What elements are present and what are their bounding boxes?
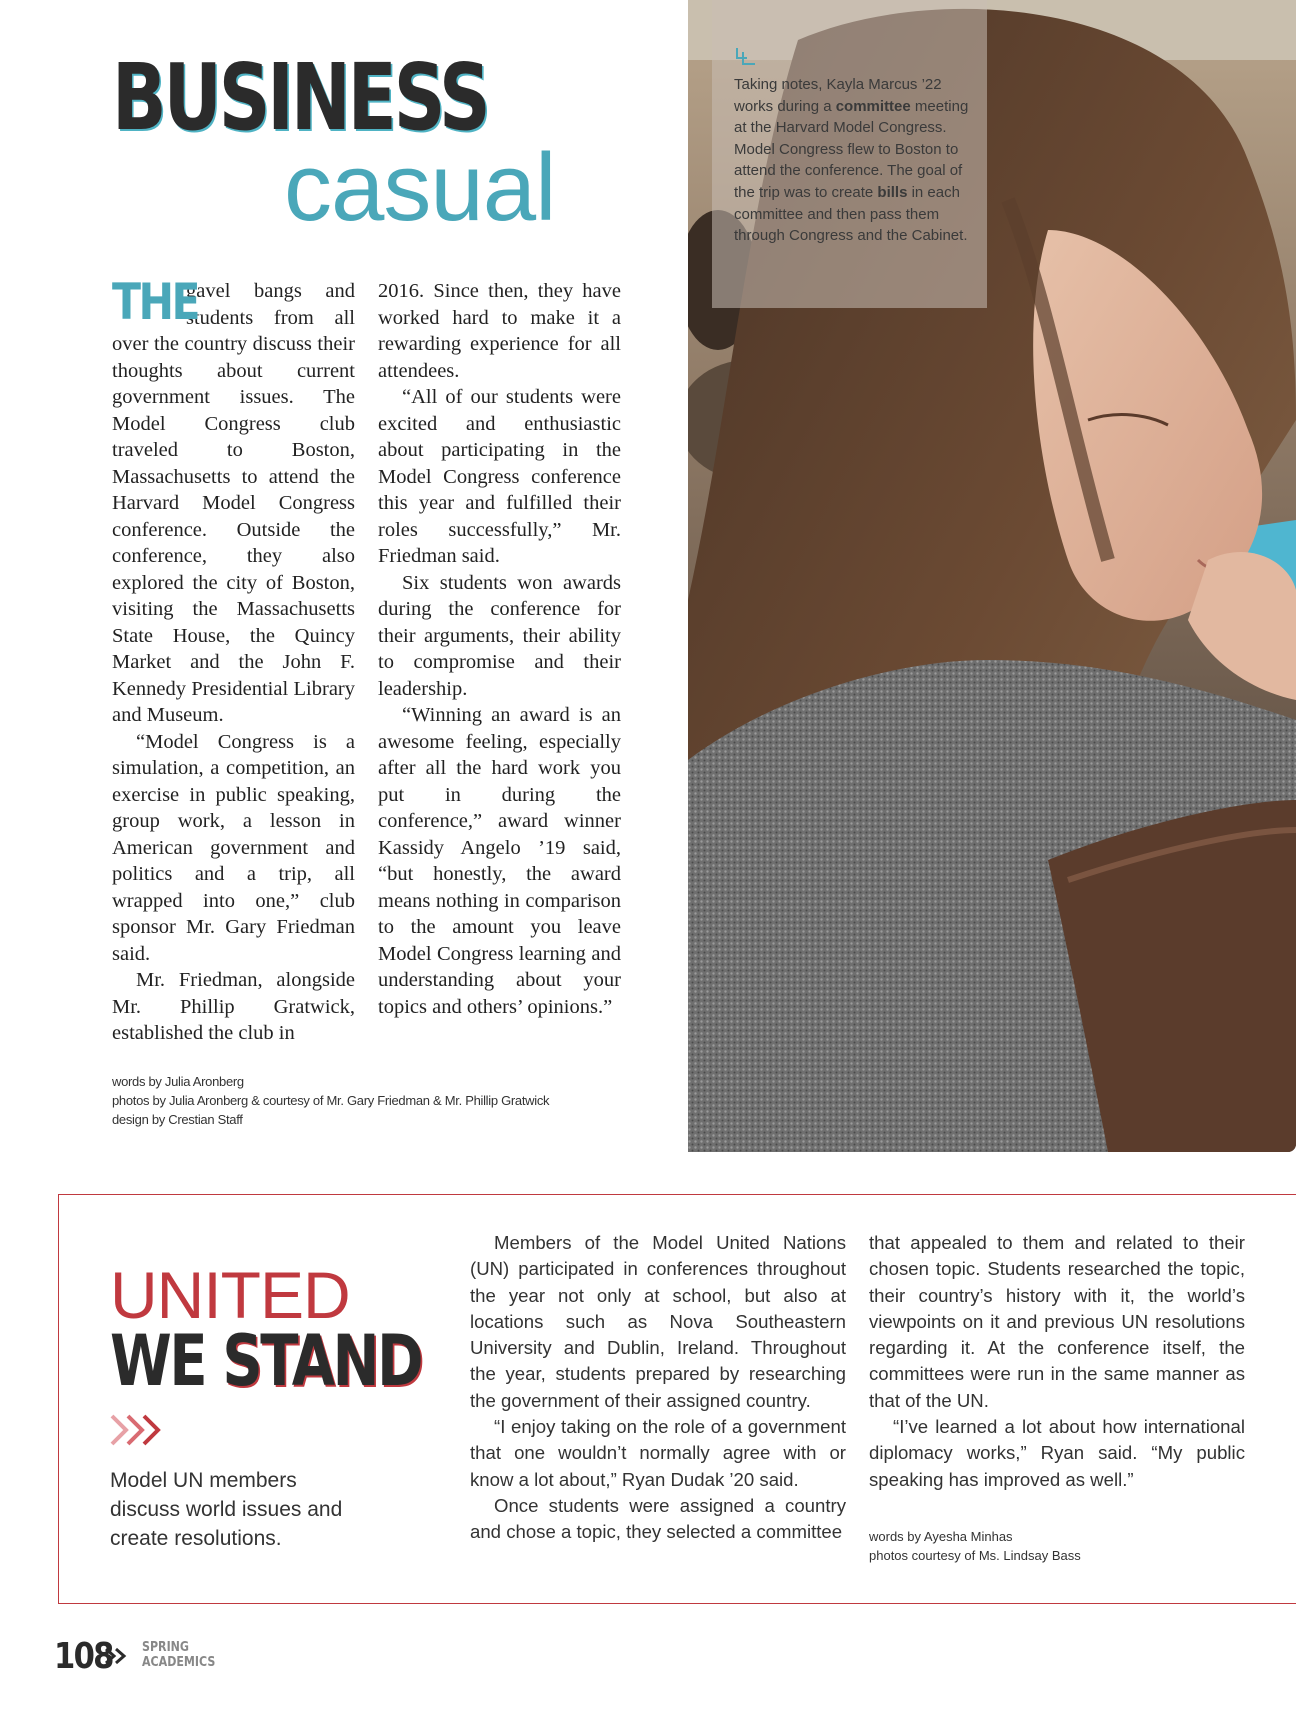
title-business: BUSINESS bbox=[112, 44, 488, 151]
un-title-stand: STAND bbox=[222, 1320, 422, 1402]
un-subtitle: Model UN members discuss world issues and create resolutions. bbox=[110, 1469, 343, 1550]
photo-caption bbox=[734, 74, 974, 247]
un-column-1 bbox=[470, 1230, 846, 1546]
article-paragraph: “Model Congress is a simulation, a competition, an exercise in public speaking, group work, a lesson in American government and politics and a trip, all wrapped into one,” club sponsor Mr. Gary Friedman said. bbox=[112, 730, 355, 965]
chevrons-icon bbox=[104, 1646, 138, 1666]
article-paragraph: “I enjoy taking on the role of a government that one wouldn’t normally agree with or know a lot about,” Ryan Dudak ’20 said. bbox=[470, 1416, 846, 1490]
article-paragraph bbox=[112, 273, 355, 729]
un-title-line-2 bbox=[110, 1320, 422, 1402]
article-paragraph: “All of our students were excited and enthusiastic about participating in the Model Congress conference this year and fulfilled their roles successfully,” Mr. Friedman said. bbox=[378, 386, 621, 567]
credit-words: words by Ayesha Minhas bbox=[869, 1529, 1013, 1544]
article-paragraph: Six students won awards during the conference for their arguments, their ability to compromise and their leadership. bbox=[378, 571, 621, 700]
article-column-1 bbox=[112, 273, 355, 1047]
article-paragraph: “Winning an award is an awesome feeling, especially after all the hard work you put in during the conference,” award winner Kassidy Angelo ’19 said, “but honestly, the award means nothing in comparison to the amount you leave Model Congress learning and understanding about your topics and others’ opinions.” bbox=[378, 704, 621, 1018]
page-number: 108 bbox=[54, 1636, 113, 1677]
article-credits bbox=[112, 1072, 672, 1129]
article-paragraph: Once students were assigned a country and chose a topic, they selected a committee bbox=[470, 1494, 846, 1543]
paragraph-text: gavel bangs and students from all over the country discuss their thoughts about current government issues. The Model Congress club traveled to Boston, Massachusetts to attend the Harvard Model Congress conference. Outside the conference, they also explored the city of Boston, visiting the Massachusetts State House, the Quincy Market and the John F. Kennedy Presidential Library and Museum. bbox=[112, 280, 355, 726]
un-credits bbox=[869, 1527, 1081, 1565]
caption-text-1: Taking notes, Kayla Marcus ’22 works during a bbox=[734, 76, 942, 115]
credit-design: design by Crestian Staff bbox=[112, 1112, 243, 1127]
credit-photos: photos courtesy of Ms. Lindsay Bass bbox=[869, 1548, 1081, 1563]
credit-words: words by Julia Aronberg bbox=[112, 1074, 244, 1089]
credit-photos: photos by Julia Aronberg & courtesy of Mr. Gary Friedman & Mr. Phillip Gratwick bbox=[112, 1093, 550, 1108]
article-paragraph: Mr. Friedman, alongside Mr. Phillip Gratwick, established the club in bbox=[112, 969, 355, 1044]
article-paragraph: “I’ve learned a lot about how international diplomacy works,” Ryan said. “My public speaking has improved as well.” bbox=[869, 1416, 1245, 1490]
section-label-line-2: ACADEMICS bbox=[142, 1655, 216, 1670]
section-label bbox=[142, 1640, 215, 1670]
caption-bold-1: committee bbox=[835, 97, 911, 115]
un-column-2 bbox=[869, 1230, 1245, 1493]
corner-arrow-icon bbox=[733, 44, 759, 70]
caption-text-2: meeting at the Harvard Model Congress. Model Congress flew to Boston to attend the conference. The goal of the trip was to create bbox=[734, 97, 969, 201]
caption-text-3: in each committee and then pass them through Congress and the Cabinet. bbox=[734, 183, 968, 245]
title-casual: casual bbox=[284, 134, 556, 241]
chevrons-icon bbox=[110, 1412, 170, 1448]
caption-bold-2: bills bbox=[877, 183, 908, 201]
un-title-we: WE bbox=[110, 1320, 223, 1402]
article-paragraph: Members of the Model United Nations (UN) participated in conferences throughout the year not only at school, but also at locations such as Nova Southeastern University and Dublin, Ireland. Throughout the year, students prepared by researching the government of their assigned country. bbox=[470, 1232, 846, 1411]
drop-cap: THE bbox=[112, 273, 198, 331]
un-title-line-1: UNITED bbox=[110, 1258, 350, 1332]
article-paragraph: that appealed to them and related to their chosen topic. Students researched the topic, their country’s history with it, the world’s viewpoints on it and previous UN resolutions regarding it. At the conference itself, the committees were run in the same manner as that of the UN. bbox=[869, 1232, 1245, 1411]
section-label-line-1: SPRING bbox=[142, 1640, 190, 1655]
article-column-2 bbox=[378, 278, 621, 1020]
article-paragraph: 2016. Since then, they have worked hard to make it a rewarding experience for all attendees. bbox=[378, 280, 621, 382]
